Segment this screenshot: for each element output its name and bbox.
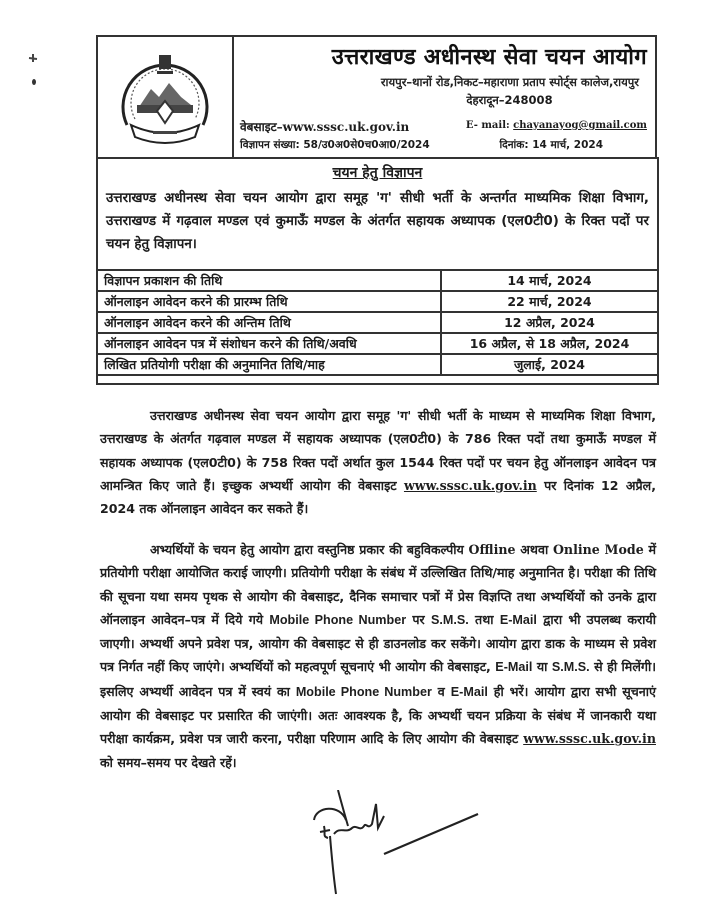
paragraph-text: व [431,683,451,699]
advertisement-number: विज्ञापन संख्या: 58/उ0अ0से0च0आ0/2024 [240,139,430,151]
paragraph-text: अभ्यर्थियों के चयन हेतु आयोग द्वारा वस्तुनिष्ठ प्रकार की बहुविकल्पीय [150,542,469,557]
signature-icon [300,790,500,910]
paragraph-text: E-Mail [495,660,533,675]
paragraph-text: Offline [468,542,516,557]
org-details [234,37,655,157]
date-label: विज्ञापन प्रकाशन की तिथि [97,270,441,291]
paragraph-text: अथवा [515,542,553,557]
email-line [466,120,647,131]
date-value: 22 मार्च, 2024 [441,291,658,312]
paragraph-text: उत्तराखण्ड अधीनस्थ सेवा चयन आयोग द्वारा समूह 'ग' सीधी भर्ती के माध्यम से माध्यमिक शिक्षा विभाग, उत्तराखण्ड के अंतर्गत गढ़वाल मण्डल में सहायक अध्यापक (एल0टी0) के 786 रिक्त पदों तथा कुमाऊँ मण्डल में सहायक अध्यापक (एल0टी0) के 758 रिक्त पदों अर्थात कुल 1544 रिक्त पदों पर चयन हेतु ऑनलाइन आवेदन पत्र आमन्त्रित किए जाते हैं। इच्छुक अभ्यर्थी आयोग की वेबसाइट [100,408,656,493]
date-value: 14 मार्च, 2024 [441,270,658,291]
paragraph-vacancies [100,404,656,520]
paragraph-text: Mobile Phone Number [295,684,432,699]
website-label: वेबसाइट–www.sssc.uk.gov.in [240,120,410,134]
table-row [97,270,658,291]
date-value: 12 अप्रैल, 2024 [441,312,658,333]
email-link[interactable]: chayanayog@gmail.com [513,120,647,131]
org-name: उत्तराखण्ड अधीनस्थ सेवा चयन आयोग [331,45,647,70]
paragraph-text: Online Mode [552,542,644,557]
date-value: जुलाई, 2024 [441,354,658,375]
paragraph-text: से ही मिलेंगी। इसलिए अभ्यर्थी आवेदन पत्र में स्वयं का [100,659,656,699]
paragraph-exam-info [100,538,656,774]
scan-mark-icon [26,52,40,88]
commission-emblem-icon [113,45,217,149]
email-label: E- mail: [465,120,514,131]
paragraph-text: को समय–समय पर देखते रहें। [100,754,237,770]
paragraph-text: S.M.S. [551,660,590,675]
table-row [97,291,658,312]
date-value: 16 अप्रैल, से 18 अप्रैल, 2024 [441,333,658,354]
advertisement-date: दिनांक: 14 मार्च, 2024 [499,139,603,151]
date-label: ऑनलाइन आवेदन करने की प्रारम्भ तिथि [97,291,441,312]
notice-title: चयन हेतु विज्ञापन [332,165,423,181]
paragraph-text: पर दिनांक 12 अप्रैल, 2024 तक ऑनलाइन आवेदन कर सकते हैं। [100,477,656,517]
website-link[interactable]: www.sssc.uk.gov.in [523,731,656,747]
paragraph-text: ही भरें। आयोग द्वारा सभी सूचनाएं आयोग की वेबसाइट पर प्रसारित की जाएंगी। अतः आवश्यक है, कि अभ्यर्थी चयन प्रक्रिया के संबंध में जानकारी यथा परीक्षा कार्यक्रम, प्रवेश पत्र जारी करना, परीक्षा परिणाम आदि के लिए आयोग की वेबसाइट [100,683,656,747]
paragraph-text: E-Mail [450,684,488,699]
logo-cell [98,37,234,157]
paragraph-text: पर [406,611,431,627]
paragraph-text: Mobile Phone Number [269,612,407,627]
important-dates-table [96,269,659,376]
date-label: ऑनलाइन आवेदन करने की अन्तिम तिथि [97,312,441,333]
paragraph-text: तथा [468,611,500,627]
paragraph-text: में प्रतियोगी परीक्षा आयोजित कराई जाएगी। प्रतियोगी परीक्षा के संबंध में उल्लिखित तिथि/माह अनुमानित है। परीक्षा की तिथि की सूचना यथा समय पृथक से आयोग की वेबसाइट, दैनिक समाचार पत्रों में प्रेस विज्ञप्ति तथा अभ्यर्थियों को उनके द्वारा ऑनलाइन आवेदन–पत्र में दिये गये [100,542,656,627]
notice-box [96,157,659,385]
paragraph-text: E-Mail [499,612,537,627]
notice-intro: उत्तराखण्ड अधीनस्थ सेवा चयन आयोग द्वारा समूह 'ग' सीधी भर्ती के अन्तर्गत माध्यमिक शिक्षा विभाग, उत्तराखण्ड में गढ़वाल मण्डल एवं कुमाऊँ मण्डल के अंतर्गत सहायक अध्यापक (एल0टी0) के रिक्त पदों पर चयन हेतु विज्ञापन। [106,191,649,252]
paragraph-text: S.M.S. [430,612,469,627]
paragraph-text: या [532,659,552,675]
date-label: ऑनलाइन आवेदन पत्र में संशोधन करने की तिथि/अवधि [97,333,441,354]
org-address: रायपुर–थानों रोड,निकट–महाराणा प्रताप स्पोर्ट्स कालेज,रायपुर [380,75,639,89]
date-label: लिखित प्रतियोगी परीक्षा की अनुमानित तिथि/माह [97,354,441,375]
table-row [97,312,658,333]
table-row [97,333,658,354]
website-link[interactable]: www.sssc.uk.gov.in [403,477,537,493]
letterhead [96,35,657,159]
table-row [97,354,658,375]
paragraph-text: द्वारा भी उपलब्ध करायी जाएगी। अभ्यर्थी अपने प्रवेश पत्र, आयोग की वेबसाइट से ही डाउनलोड कर सकेंगे। आयोग द्वारा डाक के माध्यम से प्रवेश पत्र निर्गत नहीं किए जाएंगे। अभ्यर्थियों को महत्वपूर्ण सूचनाएं भी आयोग की वेबसाइट, [100,611,656,675]
org-city: देहरादून–248008 [466,93,553,107]
